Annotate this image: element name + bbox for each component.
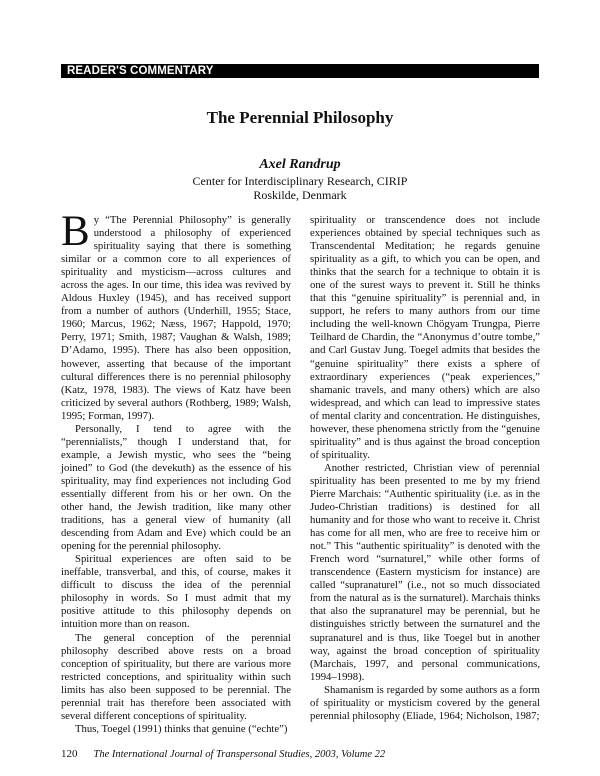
page-number: 120 [61, 748, 78, 760]
journal-citation: The International Journal of Transpersonal Studies, 2003, Volume 22 [93, 749, 386, 760]
paragraph: Spiritual experiences are often said to be ineffable, transverbal, and this, of course, makes it difficult to discuss the idea of the perennial philosophy in words. So I must admit that my positive attitude to this philosophy depends on intuition more than on reason. [61, 553, 291, 631]
paragraph: spirituality or transcendence does not include experiences obtained by special techniques such as Transcendental Meditation; he regards genuine spirituality as a gift, to which you can be open, and thinks that the search for a technique to obtain it is one of the surest ways to prevent it. Still he thinks that this “genuine spirituality” is perennial and, in support, he refers to many authors from our time including the well-known Chögyam Trungpa, Pierre Teilhard de Chardin, the “Anonymus d’outre tombe,” and Carl Gustav Jung. Toegel admits that besides the “genuine spirituality” there exists a sphere of extraordinary experiences (“peak experiences,” shamanic travels, and many others) which are also widespread, and which can lead to impressive states of mental clarity and concentration. He distinguishes, however, these phenomena strictly from the “genuine spirituality” and is thus against the broad conception of spirituality. [310, 214, 540, 461]
paragraph: Personally, I tend to agree with the “perennialists,” though I understand that, for example, a Jewish mystic, who sees the “being joined” to God (the devekuth) as the essence of his spirituality, may find experiences not including God essentially different from his or her own. On the other hand, the Jewish tradition, like many other traditions, has a general view of humanity (all descending from Adam and Eve) which could be an opening for the perennial philosophy. [61, 422, 291, 553]
paragraph: Thus, Toegel (1991) thinks that genuine (“echte”) [75, 722, 288, 735]
author-name: Axel Randrup [259, 157, 341, 172]
page-footer [61, 748, 541, 760]
paragraph: Another restricted, Christian view of perennial spirituality has been presented to me by my friend Pierre Marchais: “Authentic spirituality (i.e. as in the Judeo-Christian traditions) is destined for all humanity and for those who want to receive it. Christ has come for all men, who are free to receive him or not.” This “authentic spirituality” is denoted with the French word “surnaturel,” while other forms of transcendence (Eastern mysticism for instance) are called “supranaturel” (i.e., not so much dissociated from the natural as is the surnaturel). Marchais thinks that also the supranaturel may be perennial, but he distinguishes strictly between the surnaturel and the supranaturel and is thus, like Toegel but in another way, against the broad conception of spirituality (Marchais, 1997, and personal communications, 1994–1998). [310, 461, 540, 683]
section-banner: READER'S COMMENTARY [61, 64, 539, 78]
paragraph: Shamanism is regarded by some authors as a form of spirituality or mysticism covered by the general perennial philosophy (Eliade, 1964; Nicholson, 1987; [310, 683, 540, 722]
drop-cap: B [61, 208, 90, 255]
left-column [61, 208, 291, 736]
paragraph: By “The Perennial Philosophy” is generally understood a philosophy of experienced spirituality saying that there is something similar or a common core to all experiences of spirituality and mysticism—across cultures and across the ages. In our time, this idea was revived by Aldous Huxley (1945), and has received support from a number of authors (Underhill, 1955; Stace, 1960; Marcus, 1962; Næss, 1967; Happold, 1970; Perry, 1971; Smith, 1987; Vaughan & Walsh, 1989; D’Adamo, 1995). There has also been opposition, however, asserting that because of the important cultural differences there is no perennial philosophy (Katz, 1978, 1983). The views of Katz have been criticized by several authors (Rothberg, 1989; Walsh, 1995; Forman, 1997). [61, 208, 291, 422]
article-title: The Perennial Philosophy [206, 108, 394, 127]
affiliation-line: Roskilde, Denmark [253, 188, 347, 202]
paragraph: The general conception of the perennial philosophy described above rests on a broad conception of spirituality, but there are various more restricted conceptions, and spirituality within such limits has also been supposed to be perennial. The perennial trait has therefore been associated with several different conceptions of spirituality. [61, 631, 291, 722]
right-column [310, 214, 540, 723]
affiliation-line: Center for Interdisciplinary Research, CIRIP [192, 174, 408, 188]
